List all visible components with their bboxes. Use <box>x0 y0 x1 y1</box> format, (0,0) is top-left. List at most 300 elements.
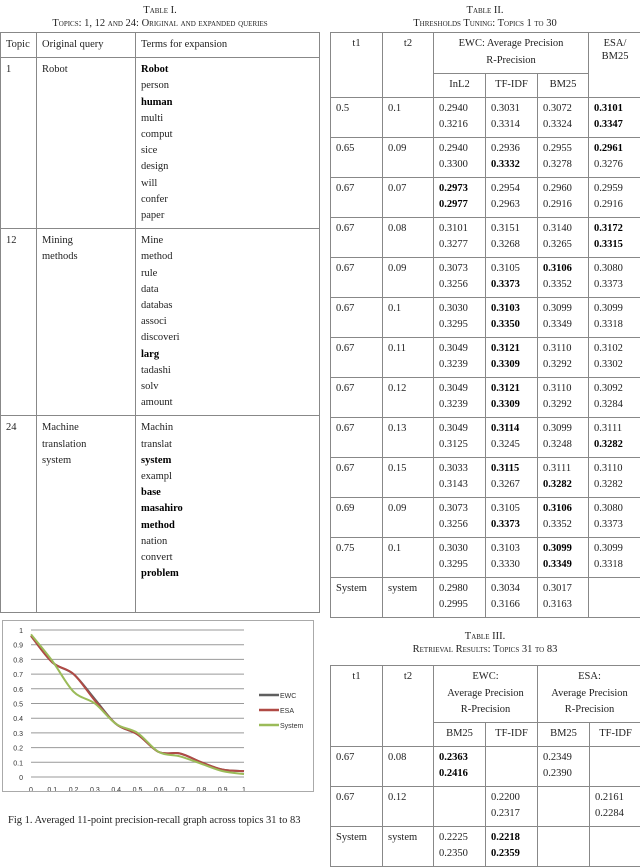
value-text: 0.3292 <box>543 359 572 370</box>
column-header: Original query <box>37 33 136 58</box>
score-cell <box>486 297 538 337</box>
value-text: 0.3309 <box>491 399 520 410</box>
table2-caption <box>330 4 640 30</box>
topic-cell: 12 <box>1 229 37 416</box>
score-cell <box>538 297 589 337</box>
legend-label: System <box>280 723 304 730</box>
query-word <box>42 420 130 436</box>
value-text: 0.3282 <box>594 479 623 490</box>
score-cell <box>538 417 589 457</box>
score-cell <box>486 577 538 617</box>
value-text: 0.3309 <box>491 359 520 370</box>
esa-header: ESA/ BM25 <box>589 33 640 98</box>
expansion-term <box>141 437 314 453</box>
value <box>594 301 636 318</box>
value <box>543 581 583 598</box>
value-text: 0.3349 <box>543 559 572 570</box>
ewc-header <box>434 666 538 723</box>
score-cell <box>434 826 486 866</box>
expansion-term-text: person <box>141 80 169 91</box>
value-text: 0.3101 <box>439 223 468 234</box>
value-text: 0.3099 <box>543 423 572 434</box>
expansion-term <box>141 192 314 208</box>
value-text: 0.3099 <box>543 303 572 314</box>
value-text: 0.3318 <box>594 559 623 570</box>
x-tick-label: 1 <box>242 787 246 791</box>
value-text: 0.3292 <box>543 399 572 410</box>
query-word-text: Robot <box>42 64 68 75</box>
value <box>491 461 532 478</box>
score-cell <box>434 417 486 457</box>
query-word <box>42 233 130 249</box>
table-row <box>1 58 320 229</box>
score-cell <box>538 97 589 137</box>
series-line-system <box>31 634 244 774</box>
header-line <box>439 669 532 686</box>
value-text: 0.3111 <box>543 463 571 474</box>
expansion-term <box>141 127 314 143</box>
value-text: 0.3239 <box>439 359 468 370</box>
x-tick-label: 0.1 <box>47 787 57 791</box>
value-text: 0.3282 <box>543 479 572 490</box>
score-cell <box>434 337 486 377</box>
value-text: 0.3030 <box>439 303 468 314</box>
t2-cell: 0.09 <box>383 497 434 537</box>
value-text: 0.3111 <box>594 423 622 434</box>
score-cell <box>486 417 538 457</box>
t1-cell: 0.67 <box>331 297 383 337</box>
header-line-text: ESA: <box>578 671 601 682</box>
score-cell <box>538 577 589 617</box>
score-cell <box>538 337 589 377</box>
t1-cell: 0.67 <box>331 457 383 497</box>
method-header: TF-IDF <box>486 723 538 747</box>
t1-cell: 0.67 <box>331 377 383 417</box>
query-cell <box>37 229 136 416</box>
expansion-term-text: will <box>141 178 157 189</box>
value-text: 0.3332 <box>491 159 520 170</box>
y-tick-label: 0.3 <box>13 731 23 738</box>
value-text: 0.3300 <box>439 159 468 170</box>
table-row <box>1 416 320 613</box>
score-cell <box>434 537 486 577</box>
value <box>491 357 532 374</box>
column-header: Terms for expansion <box>136 33 320 58</box>
expansion-term-text: associ <box>141 316 167 327</box>
t2-cell: 0.15 <box>383 457 434 497</box>
value-text: 0.3268 <box>491 239 520 250</box>
value-text: 0.3277 <box>439 239 468 250</box>
expansion-term <box>141 314 314 330</box>
value-text: 0.3315 <box>594 239 623 250</box>
score-cell <box>538 746 590 786</box>
x-tick-label: 0.7 <box>175 787 185 791</box>
value-text: 0.2954 <box>491 183 520 194</box>
expansion-term <box>141 176 314 192</box>
legend-label: EWC <box>280 693 296 700</box>
value-text: 0.2363 <box>439 752 468 763</box>
value <box>439 277 480 294</box>
value <box>491 181 532 198</box>
value <box>439 317 480 334</box>
value-text: 0.3017 <box>543 583 572 594</box>
score-cell <box>486 746 538 786</box>
expansion-term-text: Robot <box>141 64 168 75</box>
table1-caption <box>0 4 320 30</box>
value-text: 0.3049 <box>439 383 468 394</box>
table3-caption <box>330 630 640 656</box>
terms-cell <box>136 416 320 613</box>
value <box>491 397 532 414</box>
esa-header <box>538 666 640 723</box>
terms-cell <box>136 58 320 229</box>
value <box>491 141 532 158</box>
value <box>439 597 480 614</box>
value <box>543 397 583 414</box>
t2-cell: 0.1 <box>383 537 434 577</box>
value-text: 0.3092 <box>594 383 623 394</box>
score-cell <box>434 577 486 617</box>
score-cell <box>486 497 538 537</box>
table2-title: Table II. <box>330 4 640 17</box>
table-row <box>331 137 640 177</box>
t1-cell: 0.65 <box>331 137 383 177</box>
value-text: 0.3245 <box>491 439 520 450</box>
expansion-term-text: paper <box>141 210 164 221</box>
value-text: 0.2955 <box>543 143 572 154</box>
expansion-term <box>141 534 314 550</box>
t2-header: t2 <box>383 33 434 98</box>
value <box>543 557 583 574</box>
value-text: 0.2916 <box>594 199 623 210</box>
score-cell <box>589 377 640 417</box>
score-cell <box>589 537 640 577</box>
value-text: 0.3172 <box>594 223 623 234</box>
query-word-text: translation <box>42 439 86 450</box>
expansion-term-text: method <box>141 520 175 531</box>
score-cell <box>434 137 486 177</box>
query-word <box>42 453 130 469</box>
table-row <box>331 217 640 257</box>
value <box>543 461 583 478</box>
table-row <box>331 577 640 617</box>
expansion-term-text: comput <box>141 129 173 140</box>
value <box>439 557 480 574</box>
value <box>543 541 583 558</box>
expansion-term <box>141 62 314 78</box>
terms-cell <box>136 229 320 416</box>
value-text: 0.3373 <box>491 279 520 290</box>
expansion-term-text: exampl <box>141 471 172 482</box>
value <box>543 381 583 398</box>
value-text: 0.3072 <box>543 103 572 114</box>
value <box>594 397 636 414</box>
table2-subtitle: Thresholds Tuning: Topics 1 to 30 <box>330 17 640 30</box>
value-text: 0.3347 <box>594 119 623 130</box>
x-tick-label: 0.3 <box>90 787 100 791</box>
expansion-term <box>141 159 314 175</box>
value-text: 0.3267 <box>491 479 520 490</box>
score-cell <box>590 746 640 786</box>
t2-cell: 0.12 <box>383 377 434 417</box>
y-tick-label: 0.1 <box>13 760 23 767</box>
t2-cell: 0.07 <box>383 177 434 217</box>
t1-cell: System <box>331 577 383 617</box>
value-text: 0.3248 <box>543 439 572 450</box>
t1-cell: 0.5 <box>331 97 383 137</box>
value <box>439 581 480 598</box>
expansion-term <box>141 95 314 111</box>
expansion-term <box>141 78 314 94</box>
value <box>543 277 583 294</box>
score-cell <box>486 217 538 257</box>
table-row <box>331 257 640 297</box>
value <box>543 341 583 358</box>
t1-cell: 0.67 <box>331 257 383 297</box>
topic-cell: 24 <box>1 416 37 613</box>
value-text: 0.3324 <box>543 119 572 130</box>
score-cell <box>590 826 640 866</box>
expansion-term <box>141 233 314 249</box>
expansion-term-text: data <box>141 284 159 295</box>
value <box>543 101 583 118</box>
value <box>439 846 480 863</box>
value-text: 0.3295 <box>439 319 468 330</box>
value <box>595 806 636 823</box>
value <box>491 517 532 534</box>
value-text: 0.3121 <box>491 383 520 394</box>
value-text: 0.2940 <box>439 143 468 154</box>
expansion-term-text: method <box>141 251 173 262</box>
value <box>594 277 636 294</box>
value-text: 0.3352 <box>543 279 572 290</box>
value <box>439 381 480 398</box>
score-cell <box>538 137 589 177</box>
t2-cell: system <box>383 577 434 617</box>
value <box>439 181 480 198</box>
t1-cell: 0.67 <box>331 746 383 786</box>
expansion-term-text: amount <box>141 397 173 408</box>
value-text: 0.2225 <box>439 832 468 843</box>
score-cell <box>434 786 486 826</box>
value <box>594 477 636 494</box>
query-word-text: methods <box>42 251 78 262</box>
value-text: 0.2973 <box>439 183 468 194</box>
value <box>594 141 636 158</box>
value <box>543 181 583 198</box>
score-cell <box>589 257 640 297</box>
expansion-term-text: databas <box>141 300 173 311</box>
table-row <box>331 537 640 577</box>
table-row <box>331 337 640 377</box>
header-line <box>543 702 636 719</box>
expansion-term <box>141 298 314 314</box>
value <box>439 397 480 414</box>
value <box>543 157 583 174</box>
value-text: 0.3034 <box>491 583 520 594</box>
header-row <box>331 33 640 74</box>
value <box>543 517 583 534</box>
value <box>543 221 583 238</box>
value <box>594 341 636 358</box>
value <box>491 541 532 558</box>
value <box>594 541 636 558</box>
value-text: 0.2359 <box>491 848 520 859</box>
value <box>491 477 532 494</box>
value <box>491 846 532 863</box>
expansion-term-text: larg <box>141 349 159 360</box>
score-cell <box>589 217 640 257</box>
column-header: Topic <box>1 33 37 58</box>
value-text: 0.3105 <box>491 263 520 274</box>
t2-cell: 0.11 <box>383 337 434 377</box>
score-cell <box>486 177 538 217</box>
t1-header: t1 <box>331 666 383 747</box>
value-text: 0.3140 <box>543 223 572 234</box>
score-cell <box>434 97 486 137</box>
score-cell <box>589 297 640 337</box>
query-word-text: Mining <box>42 235 73 246</box>
value-text: 0.2936 <box>491 143 520 154</box>
table-row <box>331 746 640 786</box>
value-text: 0.3166 <box>491 599 520 610</box>
y-tick-label: 0.2 <box>13 746 23 753</box>
expansion-term-text: multi <box>141 113 163 124</box>
expansion-term <box>141 566 314 582</box>
score-cell <box>434 497 486 537</box>
value <box>439 461 480 478</box>
method-header: InL2 <box>434 74 486 98</box>
query-cell <box>37 58 136 229</box>
t2-cell: 0.1 <box>383 97 434 137</box>
value-text: 0.3373 <box>594 279 623 290</box>
value <box>491 790 532 807</box>
value-text: 0.3352 <box>543 519 572 530</box>
value-text: 0.3373 <box>491 519 520 530</box>
value-text: 0.3125 <box>439 439 468 450</box>
value <box>439 157 480 174</box>
expansion-term <box>141 518 314 534</box>
value-text: 0.2349 <box>543 752 572 763</box>
value <box>543 317 583 334</box>
value-text: 0.3099 <box>594 303 623 314</box>
value <box>439 261 480 278</box>
score-cell <box>434 377 486 417</box>
value <box>594 237 636 254</box>
expansion-term <box>141 485 314 501</box>
score-cell <box>589 97 640 137</box>
value-text: 0.2161 <box>595 792 624 803</box>
table1-title: Table I. <box>0 4 320 17</box>
score-cell <box>589 337 640 377</box>
value-text: 0.2959 <box>594 183 623 194</box>
table-row <box>331 417 640 457</box>
value <box>594 501 636 518</box>
expansion-term <box>141 501 314 517</box>
value-text: 0.2390 <box>543 768 572 779</box>
table-row <box>331 786 640 826</box>
t2-cell: 0.1 <box>383 297 434 337</box>
score-cell <box>538 257 589 297</box>
expansion-term-text: confer <box>141 194 168 205</box>
value-text: 0.3099 <box>543 543 572 554</box>
value <box>594 157 636 174</box>
value <box>543 421 583 438</box>
value <box>543 237 583 254</box>
value <box>594 221 636 238</box>
query-word-text: system <box>42 455 71 466</box>
value-text: 0.2218 <box>491 832 520 843</box>
value-text: 0.3049 <box>439 423 468 434</box>
value <box>543 117 583 134</box>
value <box>439 750 480 767</box>
value <box>439 117 480 134</box>
value <box>491 501 532 518</box>
table-row <box>331 457 640 497</box>
table-row <box>331 97 640 137</box>
expansion-term-text: base <box>141 487 161 498</box>
precision-recall-chart <box>2 620 314 792</box>
value-text: 0.2977 <box>439 199 468 210</box>
score-cell <box>538 457 589 497</box>
y-tick-label: 0.5 <box>13 702 23 709</box>
score-cell <box>589 497 640 537</box>
value-text: 0.3033 <box>439 463 468 474</box>
value <box>543 301 583 318</box>
method-header: BM25 <box>434 723 486 747</box>
value <box>491 101 532 118</box>
query-word <box>42 62 130 78</box>
value-text: 0.3106 <box>543 503 572 514</box>
value-text: 0.3349 <box>543 319 572 330</box>
value <box>439 830 480 847</box>
score-cell <box>486 257 538 297</box>
x-tick-label: 0.8 <box>197 787 207 791</box>
t1-cell: 0.69 <box>331 497 383 537</box>
expansion-term <box>141 379 314 395</box>
value <box>543 766 584 783</box>
value-text: 0.3163 <box>543 599 572 610</box>
value <box>543 501 583 518</box>
value <box>439 301 480 318</box>
header-line <box>543 686 636 703</box>
value <box>594 117 636 134</box>
expansion-term-text: Machin <box>141 422 173 433</box>
table2 <box>330 32 640 618</box>
method-header: BM25 <box>538 74 589 98</box>
value-text: 0.2960 <box>543 183 572 194</box>
value-text: 0.3110 <box>594 463 623 474</box>
expansion-term-text: solv <box>141 381 159 392</box>
t1-cell: 0.67 <box>331 337 383 377</box>
value <box>491 830 532 847</box>
table-row <box>331 297 640 337</box>
score-cell <box>486 377 538 417</box>
table3 <box>330 665 640 867</box>
score-cell <box>486 137 538 177</box>
value <box>439 477 480 494</box>
score-cell <box>538 217 589 257</box>
expansion-term <box>141 111 314 127</box>
value <box>439 357 480 374</box>
expansion-term <box>141 395 314 411</box>
value <box>543 477 583 494</box>
value <box>594 517 636 534</box>
value-text: 0.3151 <box>491 223 520 234</box>
topic-cell: 1 <box>1 58 37 229</box>
query-word <box>42 437 130 453</box>
value <box>594 181 636 198</box>
